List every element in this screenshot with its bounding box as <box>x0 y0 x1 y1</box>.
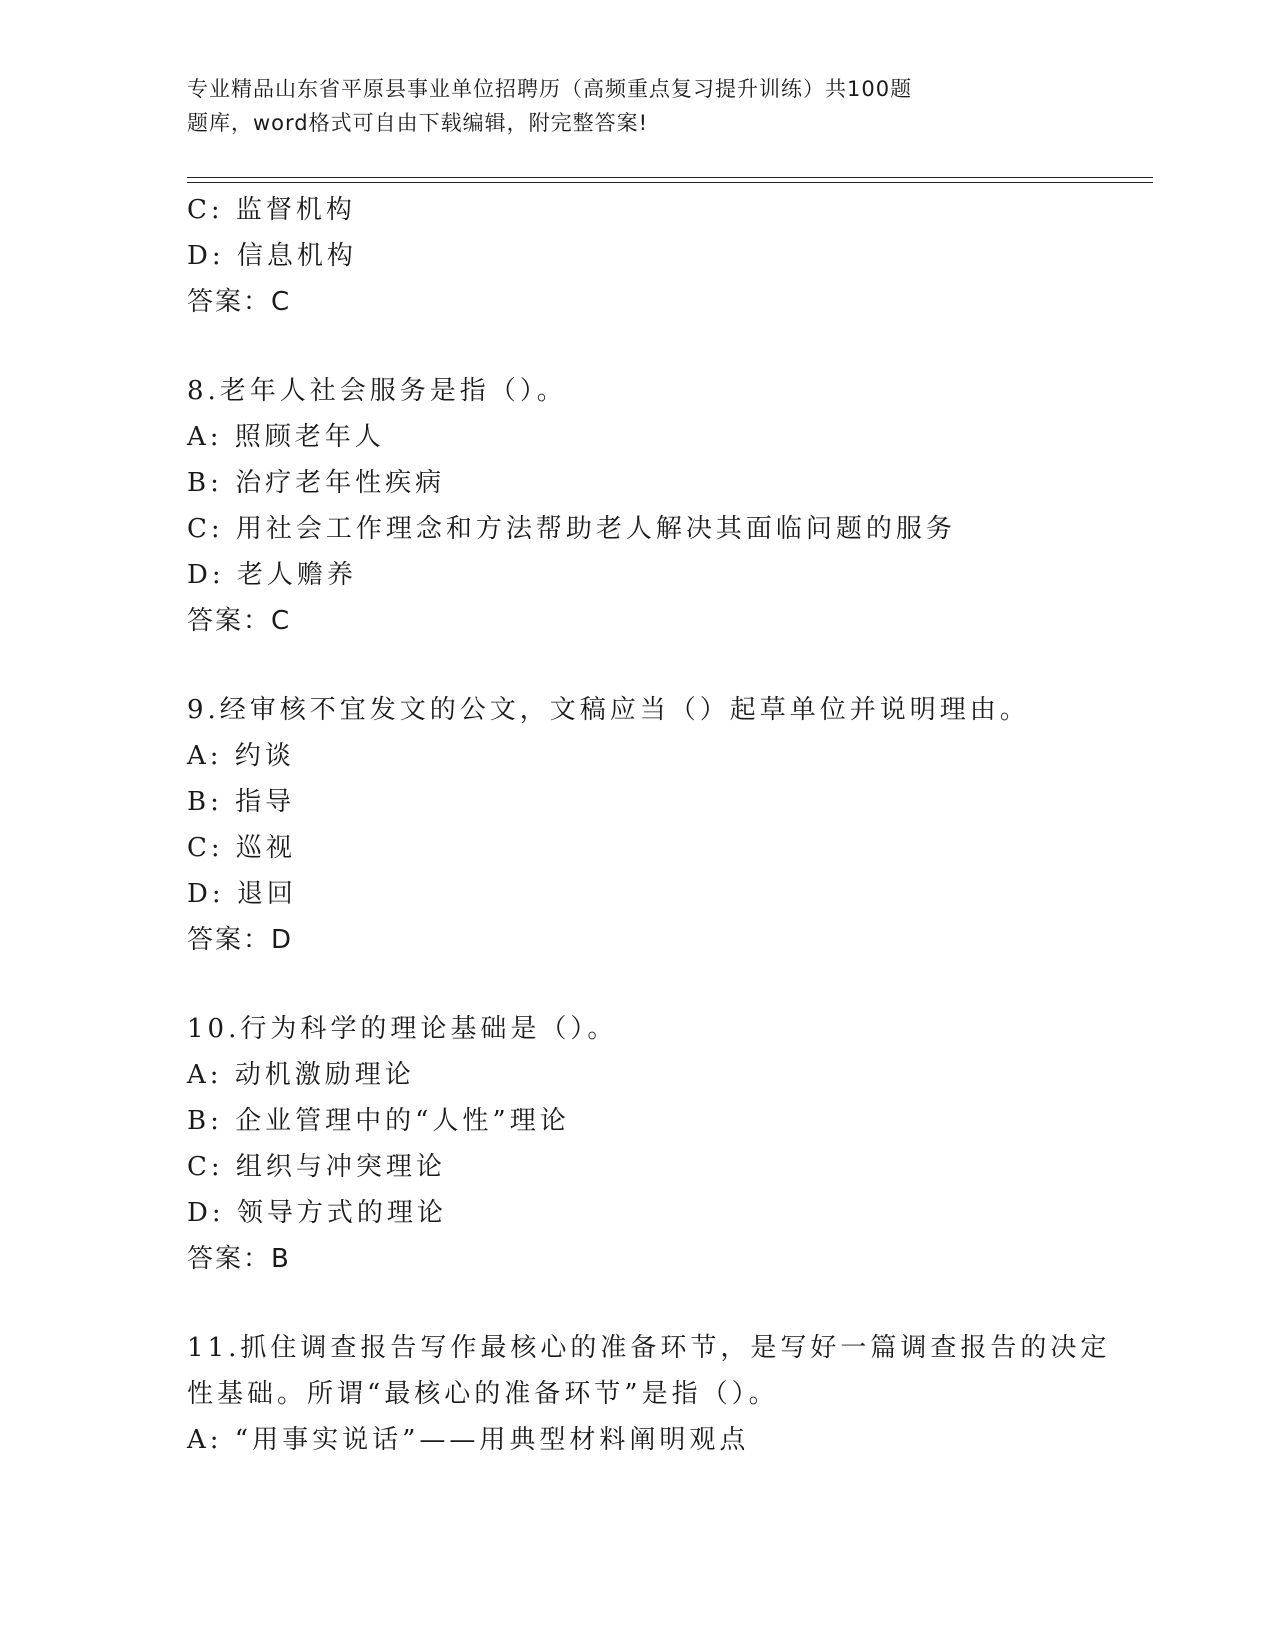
question-gap <box>187 325 1087 368</box>
question-stem: 10.行为科学的理论基础是（）。 <box>187 1014 618 1044</box>
option-c: C: 组织与冲突理论 <box>187 1152 446 1182</box>
answer-line: 答案：C <box>187 606 292 636</box>
answer-line: 答案：B <box>187 1244 291 1274</box>
header-title-line-2: 题库，word格式可自由下载编辑，附完整答案! <box>187 111 649 135</box>
answer-line: 答案：C <box>187 287 292 317</box>
document-header <box>187 72 1017 140</box>
option-b: B: 企业管理中的“人性”理论 <box>187 1106 570 1136</box>
option-a: A: “用事实说话”——用典型材料阐明观点 <box>187 1425 750 1455</box>
option-d: D: 信息机构 <box>187 241 357 271</box>
question-stem: 9.经审核不宜发文的公文，文稿应当（）起草单位并说明理由。 <box>187 695 1030 725</box>
header-rule-bottom <box>187 182 1153 183</box>
question-stem-line-1: 11.抓住调查报告写作最核心的准备环节，是写好一篇调查报告的决定 <box>187 1333 1111 1363</box>
option-d: D: 老人赡养 <box>187 560 357 590</box>
question-stem: 8.老年人社会服务是指（）。 <box>187 376 567 406</box>
option-c: C: 巡视 <box>187 833 296 863</box>
option-a: A: 动机激励理论 <box>187 1060 415 1090</box>
option-c: C: 监督机构 <box>187 195 356 225</box>
question-list <box>187 187 1111 1463</box>
question-gap <box>187 963 1087 1006</box>
question-7 <box>187 187 1087 325</box>
option-a: A: 照顾老年人 <box>187 422 385 452</box>
option-d: D: 领导方式的理论 <box>187 1198 447 1228</box>
question-11 <box>187 1325 1111 1463</box>
option-c: C: 用社会工作理念和方法帮助老人解决其面临问题的服务 <box>187 514 956 544</box>
answer-line: 答案：D <box>187 925 294 955</box>
option-b: B: 治疗老年性疾病 <box>187 468 446 498</box>
question-10 <box>187 1006 1087 1282</box>
header-title-line-1: 专业精品山东省平原县事业单位招聘历（高频重点复习提升训练）共100题 <box>187 77 913 101</box>
question-stem-line-2: 性基础。所谓“最核心的准备环节”是指（）。 <box>187 1379 779 1409</box>
option-a: A: 约谈 <box>187 741 295 771</box>
header-rule-top <box>187 177 1153 178</box>
option-d: D: 退回 <box>187 879 297 909</box>
option-b: B: 指导 <box>187 787 296 817</box>
question-gap <box>187 644 1087 687</box>
question-gap <box>187 1282 1087 1325</box>
question-9 <box>187 687 1087 963</box>
question-8 <box>187 368 1087 644</box>
